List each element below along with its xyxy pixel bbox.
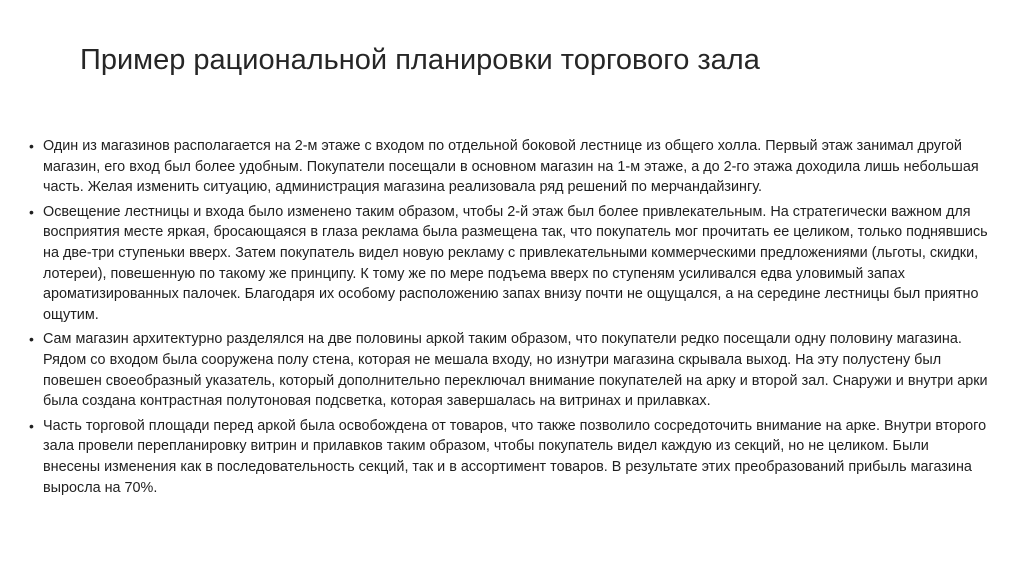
bullet-text: Один из магазинов располагается на 2-м этаже с входом по отдельной боковой лестнице из общего холла. Первый этаж занимал другой магазин, его вход был более удобным. Покупатели посещали в основном магазин на 1-м этаже, а до 2-го этажа доходила лишь небольшая часть. Желая изменить ситуацию, администрация магазина реализовала ряд решений по мерчандайзингу. <box>43 138 979 196</box>
bullet-text: Сам магазин архитектурно разделялся на две половины аркой таким образом, что покупатели редко посещали одну половину магазина. Рядом со входом была сооружена полу стена, которая не мешала входу, но изнутри магазина скрывала выход. На эту полустену был повешен своеобразный указатель, который дополнительно переключал внимание покупателей на арку и второй зал. Снаружи и внутри арки была создана контрастная полутоновая подсветка, которая завершалась на витринах и прилавках. <box>43 331 988 410</box>
bullet-dot-icon: • <box>29 203 34 220</box>
bullet-list <box>29 136 989 502</box>
bullet-item <box>29 329 989 411</box>
slide-title: Пример рациональной планировки торгового зала <box>80 44 760 76</box>
bullet-dot-icon: • <box>29 331 34 348</box>
bullet-item <box>29 416 989 498</box>
bullet-item <box>29 136 989 198</box>
bullet-dot-icon: • <box>29 417 34 434</box>
bullet-item <box>29 202 989 326</box>
bullet-dot-icon: • <box>29 138 34 154</box>
bullet-text: Освещение лестницы и входа было изменено таким образом, чтобы 2-й этаж был более привлекательным. На стратегически важном для восприятия месте яркая, бросающаяся в глаза реклама была размещена так, что покупатель мог прочитать ее целиком, только поднявшись на две-три ступеньки вверх. Затем покупатель видел новую рекламу с привлекательными коммерческими предложениями (льготы, скидки, лотереи), повешенную по такому же принципу. К тому же по мере подъема вверх по ступеням усиливался едва уловимый запах ароматизированных палочек. Благодаря их особому расположению запах внизу почти не ощущался, а на середине лестницы был приятно ощутим. <box>43 203 988 323</box>
bullet-text: Часть торговой площади перед аркой была освобождена от товаров, что также позволило сосредоточить внимание на арке. Внутри второго зала провели перепланировку витрин и прилавков таким образом, чтобы покупатель видел каждую из секций, но не целиком. Были внесены изменения как в последовательность секций, так и в ассортимент товаров. В результате этих преобразований прибыль магазина выросла на 70%. <box>43 417 987 496</box>
